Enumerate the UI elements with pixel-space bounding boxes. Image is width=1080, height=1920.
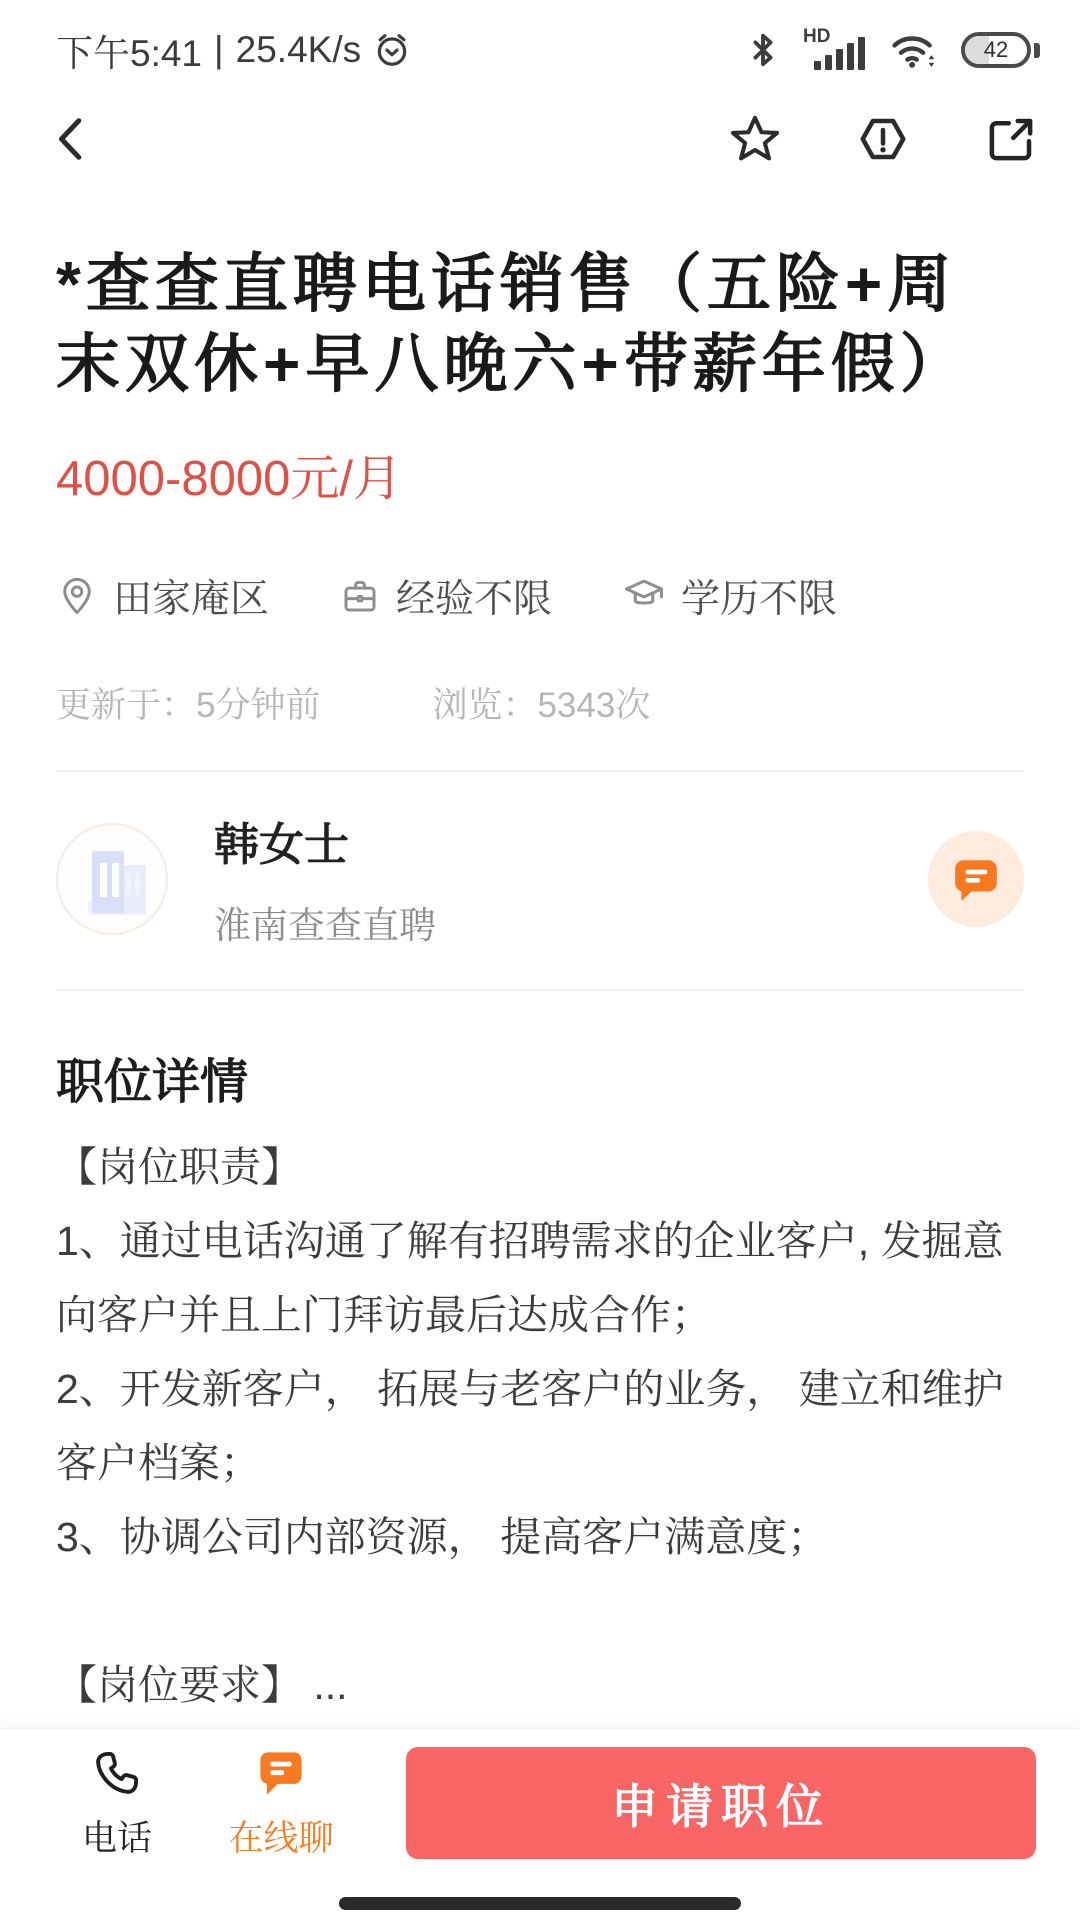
recruiter-card[interactable]: [56, 772, 1024, 989]
building-icon: [58, 825, 166, 933]
status-divider: |: [214, 29, 224, 70]
clock-time: 下午5:41: [56, 33, 203, 74]
location-pin-icon: [56, 575, 98, 617]
chat-icon: [255, 1747, 307, 1799]
recruiter-name: 韩女士: [214, 819, 350, 870]
nav-bar: [0, 86, 1080, 192]
network-speed: 25.4K/s: [235, 29, 362, 70]
home-indicator[interactable]: [339, 1897, 741, 1910]
divider: [56, 989, 1024, 991]
tag-label: 学历不限: [681, 578, 838, 621]
main-content: [0, 244, 1080, 1918]
share-icon: [984, 112, 1038, 166]
back-chevron-icon: [48, 113, 100, 165]
jd-line: 【岗位要求】 ...: [56, 1662, 348, 1708]
updated-text: 更新于：5分钟前: [56, 686, 321, 725]
tag-experience: [339, 568, 552, 624]
favorite-button[interactable]: [728, 112, 782, 166]
apply-button[interactable]: [406, 1747, 1036, 1859]
tags-row: [56, 568, 1024, 624]
recruiter-chat-button[interactable]: [928, 831, 1024, 927]
warning-icon: [856, 112, 910, 166]
phone-button[interactable]: [58, 1747, 176, 1861]
tag-label: 田家庵区: [113, 578, 270, 621]
hd-label: HD: [803, 26, 831, 47]
bluetooth-icon: [747, 31, 779, 69]
job-description: [56, 1130, 1024, 1722]
nav-actions: [728, 112, 1038, 166]
views-text: 浏览：5343次: [432, 686, 651, 725]
tag-education: [622, 568, 837, 624]
section-heading-job-details: 职位详情: [56, 1056, 249, 1109]
wifi-icon: [889, 29, 937, 71]
meta-row: [56, 678, 1024, 728]
chat-label: 在线聊: [228, 1819, 334, 1858]
battery-icon: [961, 32, 1040, 68]
report-button[interactable]: [856, 112, 910, 166]
job-title: *查查直聘电话销售（五险+周末双休+早八晚六+带薪年假）: [56, 248, 969, 400]
briefcase-icon: [339, 575, 381, 617]
recruiter-info: [214, 808, 928, 949]
phone-label: 电话: [81, 1819, 152, 1858]
chat-bubble-icon: [951, 854, 1001, 904]
apply-label: 申请职位: [611, 1779, 831, 1833]
phone-icon: [91, 1747, 143, 1799]
signal-bars-icon: [803, 26, 865, 74]
jd-line: 2、开发新客户， 拓展与老客户的业务， 建立和维护客户档案；: [56, 1366, 1004, 1486]
jd-line: 1、通过电话沟通了解有招聘需求的企业客户, 发掘意向客户并且上门拜访最后达成合作；: [56, 1218, 1004, 1338]
tag-location: [56, 568, 269, 624]
graduation-cap-icon: [622, 575, 666, 617]
status-bar: [0, 0, 1080, 86]
share-button[interactable]: [984, 112, 1038, 166]
star-icon: [728, 112, 782, 166]
tag-label: 经验不限: [396, 578, 553, 621]
online-chat-button[interactable]: [222, 1747, 340, 1861]
status-right: [747, 26, 1040, 74]
back-button[interactable]: [48, 113, 100, 165]
jd-line: 3、协调公司内部资源， 提高客户满意度；: [56, 1514, 829, 1560]
job-salary: 4000-8000元/月: [56, 452, 402, 506]
recruiter-company: 淮南查查直聘: [214, 905, 436, 946]
battery-percent: 42: [983, 37, 1009, 62]
bottom-action-bar: [0, 1728, 1080, 1920]
avatar: [56, 823, 168, 935]
alarm-icon: [373, 31, 411, 69]
jd-line: 【岗位职责】: [56, 1144, 302, 1190]
status-left: [56, 23, 411, 77]
